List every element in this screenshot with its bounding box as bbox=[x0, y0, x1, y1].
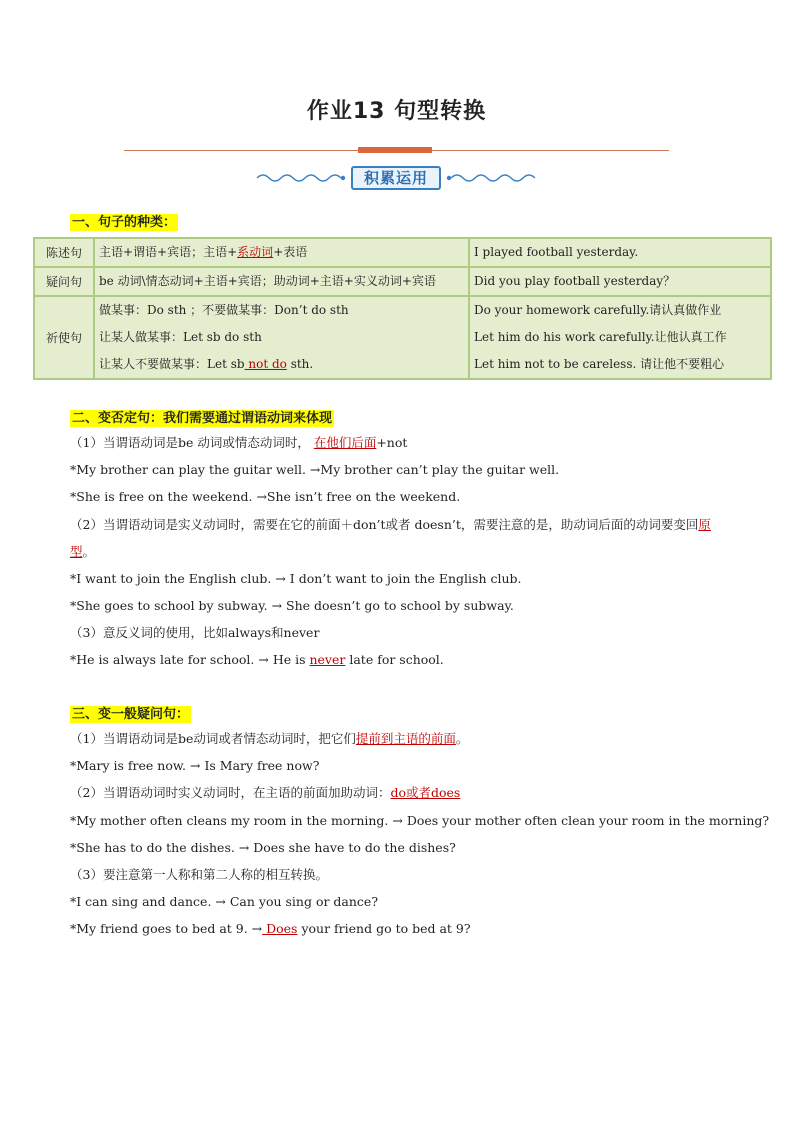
page-title: 作业13 句型转换 bbox=[306, 99, 487, 124]
section-heading-text: 三、变一般疑问句： bbox=[72, 707, 190, 722]
section-heading-negation bbox=[70, 407, 334, 426]
example-line: *I want to join the English club. → I don’t want to join the English club. bbox=[70, 571, 522, 586]
rule-paragraph: （2）当谓语动词是实义动词时，需要在它的前面＋don’t或者 doesn’t，需要注意的是，助动词后面的动词要变回原型。 bbox=[70, 517, 711, 559]
title-divider-accent bbox=[358, 147, 432, 153]
highlighted-answer: 提前到主语的前面 bbox=[355, 731, 456, 746]
rule-cell bbox=[94, 238, 469, 267]
example-cell bbox=[469, 238, 771, 267]
row-label: 疑问句 bbox=[34, 267, 94, 296]
rule-paragraph: （1）当谓语动词是be 动词或情态动词时， 在他们后面+not bbox=[70, 435, 408, 450]
highlighted-answer: never bbox=[309, 652, 346, 667]
highlighted-answer: Does bbox=[262, 921, 298, 936]
highlighted-answer: do或者does bbox=[390, 785, 461, 800]
row-label: 陈述句 bbox=[34, 238, 94, 267]
example-line: *She is free on the weekend. →She isn’t free on the weekend. bbox=[70, 489, 461, 504]
highlighted-answer: 在他们后面 bbox=[313, 435, 377, 450]
example-line: *He is always late for school. → He is never late for school. bbox=[70, 652, 444, 667]
table-row bbox=[34, 238, 771, 267]
rule-text: 让某人不要做某事：Let sb bbox=[99, 357, 245, 371]
table-row bbox=[34, 267, 771, 296]
rule-paragraph: （3）要注意第一人称和第二人称的相互转换。 bbox=[70, 867, 328, 882]
rule-text: 主语+谓语+宾语；主语+ bbox=[99, 245, 238, 259]
highlighted-answer: 原型 bbox=[70, 517, 711, 559]
example-line: *She goes to school by subway. → She doesn’t go to school by subway. bbox=[70, 598, 514, 613]
rule-text: 做某事：Do sth ；不要做某事：Don’t do sth bbox=[99, 303, 349, 317]
example-text: Let him do his work carefully.让他认真工作 bbox=[474, 330, 727, 344]
section-heading-text: 二、变否定句：我们需要通过谓语动词来体现 bbox=[72, 411, 333, 426]
example-line: *My friend goes to bed at 9. → Does your friend go to bed at 9? bbox=[70, 921, 471, 936]
example-line: *Mary is free now. → Is Mary free now? bbox=[70, 758, 320, 773]
example-line: *My brother can play the guitar well. →My brother can’t play the guitar well. bbox=[70, 462, 560, 477]
rule-paragraph: （3）意反义词的使用，比如always和never bbox=[70, 625, 320, 640]
example-line: *My mother often cleans my room in the morning. → Does your mother often clean your room in the morning? bbox=[70, 813, 770, 828]
example-cell bbox=[469, 296, 771, 379]
example-text: Do your homework carefully.请认真做作业 bbox=[474, 303, 722, 317]
rule-cell bbox=[94, 267, 469, 296]
sentence-types-table bbox=[33, 237, 772, 380]
rule-paragraph: （2）当谓语动词时实义动词时，在主语的前面加助动词：do或者does bbox=[70, 785, 461, 800]
rule-text: sth. bbox=[286, 357, 314, 371]
wave-ornament-left-icon bbox=[255, 171, 347, 185]
banner-label: 积累运用 bbox=[351, 166, 441, 190]
example-line: *I can sing and dance. → Can you sing or dance? bbox=[70, 894, 379, 909]
example-line: *She has to do the dishes. → Does she have to do the dishes? bbox=[70, 840, 456, 855]
example-cell bbox=[469, 267, 771, 296]
rule-cell bbox=[94, 296, 469, 379]
wave-ornament-right-icon bbox=[445, 171, 537, 185]
table-row bbox=[34, 296, 771, 379]
section-heading-sentence-types bbox=[70, 211, 178, 230]
rule-keyword: not do bbox=[244, 357, 287, 371]
rule-text: 让某人做某事：Let sb do sth bbox=[99, 330, 262, 344]
rule-text: be 动词\情态动词+主语+宾语；助动词+主语+实义动词+宾语 bbox=[99, 274, 436, 288]
rule-text: +表语 bbox=[273, 245, 308, 259]
row-label: 祈使句 bbox=[34, 296, 94, 379]
example-text: I played football yesterday. bbox=[474, 245, 639, 259]
section-heading-yes-no-question bbox=[70, 703, 191, 722]
rule-keyword: 系动词 bbox=[237, 245, 274, 259]
example-text: Did you play football yesterday？ bbox=[474, 274, 676, 288]
rule-paragraph: （1）当谓语动词是be动词或者情态动词时，把它们提前到主语的前面。 bbox=[70, 731, 469, 746]
section-heading-text: 一、句子的种类： bbox=[72, 215, 177, 230]
section-banner bbox=[255, 163, 538, 195]
example-text: Let him not to be careless. 请让他不要粗心 bbox=[474, 357, 725, 371]
